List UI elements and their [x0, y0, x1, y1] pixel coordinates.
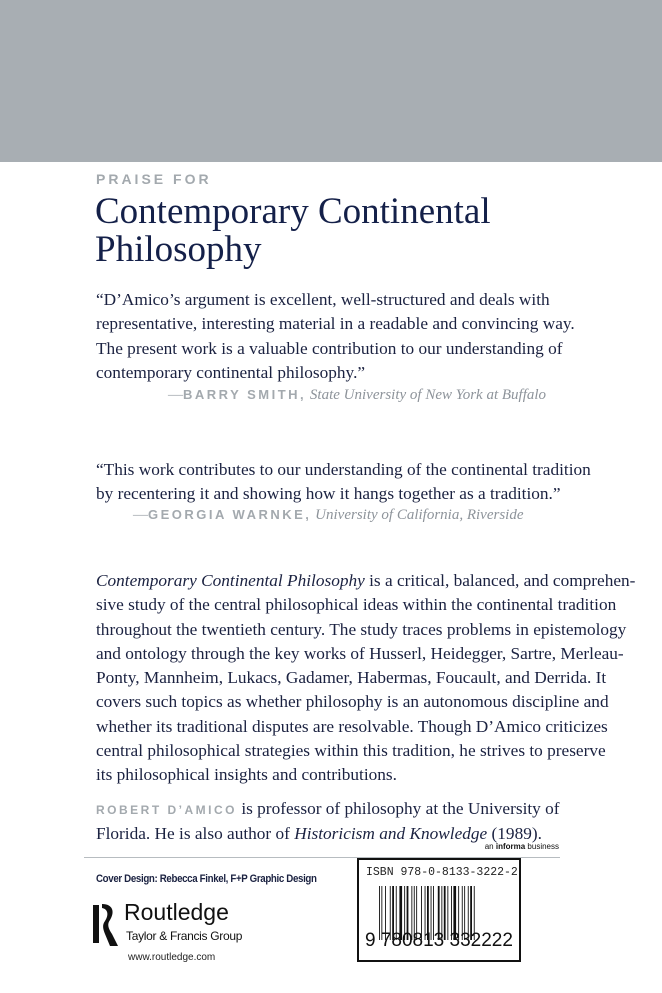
description: [96, 569, 635, 788]
bio-text: Florida. He is also author of: [96, 824, 295, 844]
quote-line: “D’Amico’s argument is excellent, well-structured and deals with: [96, 290, 550, 309]
quote-1: [96, 288, 575, 385]
description-line: central philosophical strategies within this tradition, he strives to preserve: [96, 741, 606, 761]
quote-line: contemporary continental philosophy.”: [96, 362, 366, 382]
reviewer-affiliation: State University of New York at Buffalo: [309, 387, 547, 403]
informa-brand: informa: [495, 842, 526, 851]
isbn-number: ISBN 978-0-8133-3222-2: [366, 866, 518, 879]
reviewer-name: GEORGIA WARNKE,: [148, 507, 312, 522]
bio-text: (1989).: [487, 824, 542, 844]
description-line: is a critical, balanced, and comprehen-: [364, 571, 636, 590]
description-line: whether its traditional disputes are resolvable. Though D’Amico criticizes: [96, 716, 608, 736]
routledge-logo-icon: [93, 902, 119, 947]
informa-tagline: [485, 842, 559, 851]
bio-book-title: Historicism and Knowledge: [294, 824, 488, 844]
description-book-title: Contemporary Continental Philosophy: [96, 571, 365, 590]
quote-line: “This work contributes to our understanding of the continental tradition: [96, 460, 591, 479]
description-line: its philosophical insights and contributions.: [96, 765, 397, 785]
quote-2: [96, 458, 591, 507]
author-bio: [96, 797, 560, 847]
informa-text: business: [525, 842, 559, 851]
quote-line: by recentering it and showing how it hangs together as a tradition.”: [96, 484, 561, 504]
publisher-name: Routledge: [124, 899, 229, 925]
quote-line: representative, interesting material in a readable and convincing way.: [96, 314, 575, 334]
top-gray-band: [0, 0, 662, 162]
reviewer-name: BARRY SMITH,: [183, 387, 307, 402]
author-name: ROBERT D’AMICO: [96, 803, 237, 817]
praise-kicker: PRAISE FOR: [96, 171, 212, 187]
title-line: Philosophy: [95, 229, 262, 270]
description-line: Ponty, Mannheim, Lukacs, Gadamer, Habermas, Foucault, and Derrida. It: [96, 668, 607, 688]
quote-2-attribution: —GEORGIA WARNKE, University of California, Riverside: [133, 507, 524, 523]
quote-line: The present work is a valuable contribution to our understanding of: [96, 338, 563, 358]
bio-text: is professor of philosophy at the University of: [237, 799, 560, 818]
book-title: [95, 193, 491, 269]
title-line: Contemporary Continental: [95, 191, 491, 232]
publisher-group: Taylor & Francis Group: [126, 929, 243, 943]
description-line: sive study of the central philosophical ideas within the continental tradition: [96, 595, 617, 615]
informa-text: an: [484, 842, 496, 851]
reviewer-affiliation: University of California, Riverside: [315, 507, 524, 523]
quote-1-attribution: —BARRY SMITH, State University of New York at Buffalo: [168, 387, 547, 403]
publisher-url[interactable]: www.routledge.com: [128, 952, 216, 963]
cover-design-credit: Cover Design: Rebecca Finkel, F+P Graphic Design: [96, 873, 317, 885]
isbn-barcode-box: [357, 858, 521, 962]
description-line: throughout the twentieth century. The study traces problems in epistemology: [96, 619, 627, 639]
description-line: covers such topics as whether philosophy is an autonomous discipline and: [96, 692, 609, 712]
description-line: and ontology through the key works of Husserl, Heidegger, Sartre, Merleau-: [96, 643, 624, 663]
ean-number: 9 780813 332222: [365, 930, 513, 951]
